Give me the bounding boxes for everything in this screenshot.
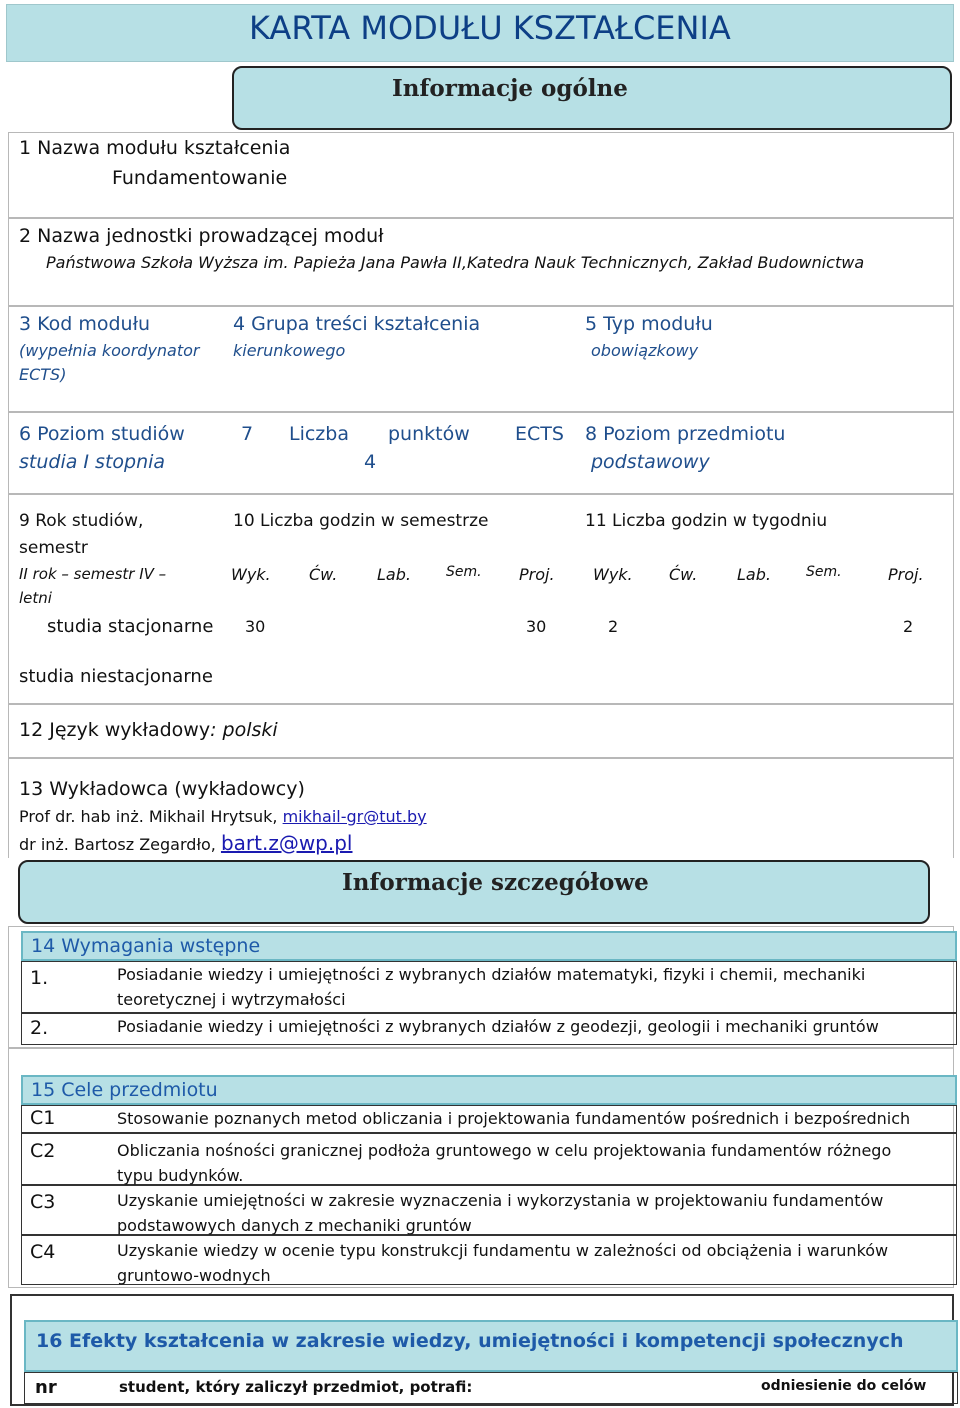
field-2-box	[8, 218, 954, 306]
week-col-cw: Ćw.	[669, 565, 698, 584]
general-info-header	[232, 66, 952, 130]
requirement-row-2	[21, 1013, 957, 1045]
module-type-label: 5 Typ modułu	[585, 313, 713, 335]
field-13-box	[8, 758, 954, 858]
study-level-value: studia I stopnia	[19, 451, 166, 473]
field-1-box	[8, 132, 954, 218]
requirement-text-2: Posiadanie wiedzy i umiejętności z wybranych działów z geodezji, geologii i mechaniki gruntów	[117, 1017, 879, 1036]
week-col-wyk: Wyk.	[593, 565, 633, 584]
goal-row-c3	[21, 1185, 957, 1235]
part-time-label: studia niestacjonarne	[19, 666, 213, 687]
sem-col-sem: Sem.	[446, 564, 482, 580]
module-code-note-1: (wypełnia koordynator	[19, 341, 200, 360]
goal-row-c4	[21, 1235, 957, 1285]
goal-num-c4: C4	[30, 1241, 56, 1263]
language-value: : polski	[210, 719, 278, 741]
ects-label-part-1: 7	[241, 423, 254, 445]
week-col-sem: Sem.	[806, 564, 842, 580]
outcomes-header	[24, 1320, 958, 1372]
general-info-title: Informacje ogólne	[392, 75, 628, 102]
week-col-proj: Proj.	[888, 565, 924, 584]
lecturer-1-email-link[interactable]: mikhail-gr@tut.by	[282, 807, 427, 826]
full-time-sem-wyk: 30	[245, 617, 266, 636]
full-time-sem-proj: 30	[526, 617, 547, 636]
unit-name-value: Państwowa Szkoła Wyższa im. Papieża Jana Pawła II,Katedra Nauk Technicznych, Zakład Budownictwa	[46, 253, 865, 272]
outcomes-col-nr: nr	[35, 1377, 57, 1398]
title-bar	[6, 4, 954, 62]
study-year-label-1: 9 Rok studiów,	[19, 511, 144, 531]
goal-num-c1: C1	[30, 1107, 56, 1129]
lecturer-1-name: Prof dr. hab inż. Mikhail Hrytsuk,	[19, 807, 283, 826]
goal-row-c2	[21, 1133, 957, 1185]
requirement-row-1	[21, 961, 957, 1013]
requirement-num-2: 2.	[30, 1017, 49, 1039]
outcomes-col-ref: odniesienie do celów	[761, 1378, 927, 1394]
language-label: 12 Język wykładowy	[19, 719, 211, 741]
goal-num-c3: C3	[30, 1191, 56, 1213]
goals-title: 15 Cele przedmiotu	[31, 1079, 218, 1101]
subject-level-label: 8 Poziom przedmiotu	[585, 423, 786, 445]
weekly-hours-label: 11 Liczba godzin w tygodniu	[585, 511, 828, 531]
language-row	[19, 719, 278, 741]
sem-col-cw: Ćw.	[309, 565, 338, 584]
full-time-label: studia stacjonarne	[47, 616, 214, 637]
goal-text-c2: Obliczania nośności granicznej podłoża gruntowego w celu projektowania fundamentów różnego typu budynków.	[117, 1141, 892, 1185]
lecturer-2	[19, 831, 353, 855]
requirements-section	[8, 926, 954, 1048]
goals-header	[21, 1075, 957, 1105]
ects-value: 4	[364, 451, 377, 473]
goals-section	[8, 1048, 954, 1288]
field-12-box	[8, 704, 954, 758]
ects-label-part-3: punktów	[388, 423, 470, 445]
subject-level-value: podstawowy	[591, 451, 710, 473]
detail-info-title: Informacje szczegółowe	[342, 869, 649, 896]
page-title: KARTA MODUŁU KSZTAŁCENIA	[249, 9, 731, 47]
module-code-note-2: ECTS)	[19, 365, 67, 384]
study-year-value-2: letni	[19, 589, 52, 607]
lecturers-label: 13 Wykładowca (wykładowcy)	[19, 778, 305, 800]
goal-text-c4: Uzyskanie wiedzy w ocenie typu konstrukcji fundamentu w zależności od obciążenia i warunków gruntowo-wodnych	[117, 1241, 889, 1285]
requirements-title: 14 Wymagania wstępne	[31, 935, 261, 957]
fields-9-11-box	[8, 494, 954, 704]
outcomes-col-student: student, który zaliczył przedmiot, potrafi:	[119, 1378, 473, 1396]
detail-info-header	[18, 860, 930, 924]
goal-num-c2: C2	[30, 1140, 56, 1162]
requirements-header	[21, 931, 957, 961]
lecturer-2-email-link[interactable]: bart.z@wp.pl	[220, 831, 353, 855]
ects-label-part-2: Liczba	[289, 423, 349, 445]
semester-hours-label: 10 Liczba godzin w semestrze	[233, 511, 489, 531]
requirement-num-1: 1.	[30, 967, 49, 989]
goal-text-c3: Uzyskanie umiejętności w zakresie wyznaczenia i wykorzystania w projektowaniu fundamentów podstawowych danych z mechaniki gruntów	[117, 1191, 884, 1235]
goal-text-c1: Stosowanie poznanych metod obliczania i projektowania fundamentów pośrednich i bezpośrednich	[117, 1109, 911, 1128]
content-group-label: 4 Grupa treści kształcenia	[233, 313, 481, 335]
full-time-week-proj: 2	[903, 617, 914, 636]
module-code-label: 3 Kod modułu	[19, 313, 151, 335]
unit-name-label: 2 Nazwa jednostki prowadzącej moduł	[19, 225, 384, 247]
study-level-label: 6 Poziom studiów	[19, 423, 185, 445]
sem-col-wyk: Wyk.	[231, 565, 271, 584]
outcomes-title: 16 Efekty kształcenia w zakresie wiedzy, umiejętności i kompetencji społecznych	[36, 1330, 904, 1352]
goal-row-c1	[21, 1105, 957, 1133]
sem-col-proj: Proj.	[519, 565, 555, 584]
fields-6-8-box	[8, 412, 954, 494]
lecturer-1	[19, 807, 427, 826]
ects-label-part-4: ECTS	[515, 423, 564, 445]
full-time-week-wyk: 2	[608, 617, 619, 636]
study-year-label-2: semestr	[19, 538, 88, 558]
requirement-text-1: Posiadanie wiedzy i umiejętności z wybranych działów matematyki, fizyki i chemii, mechaniki teoretycznej i wytrzymałości	[117, 965, 866, 1009]
module-name-value: Fundamentowanie	[112, 167, 288, 189]
study-year-value-1: II rok – semestr IV –	[19, 565, 167, 583]
lecturer-2-name: dr inż. Bartosz Zegardło,	[19, 835, 221, 854]
fields-3-5-box	[8, 306, 954, 412]
outcomes-column-header	[24, 1372, 958, 1404]
module-type-value: obowiązkowy	[591, 341, 699, 360]
outcomes-section	[10, 1294, 954, 1406]
module-name-label: 1 Nazwa modułu kształcenia	[19, 137, 291, 159]
sem-col-lab: Lab.	[377, 565, 411, 584]
week-col-lab: Lab.	[737, 565, 771, 584]
content-group-value: kierunkowego	[233, 341, 346, 360]
